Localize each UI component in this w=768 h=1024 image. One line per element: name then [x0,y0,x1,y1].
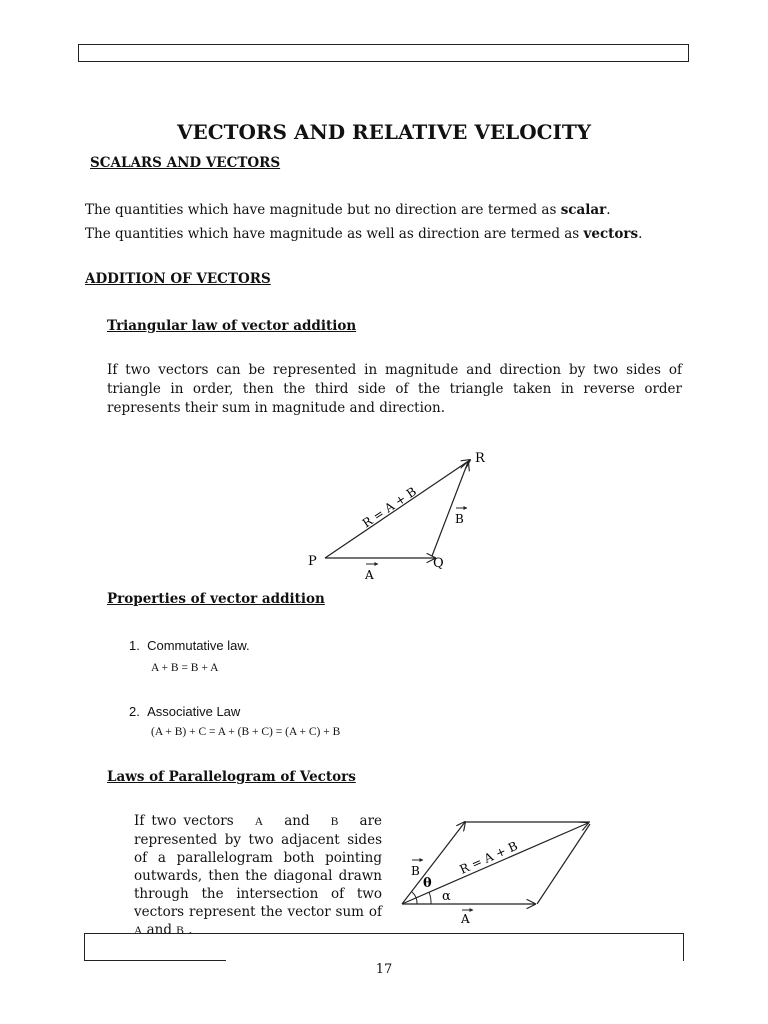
property-item-1: 1. Commutative law. [129,638,250,653]
alpha-arc [429,892,431,904]
subheading-triangular-law: Triangular law of vector addition [107,318,357,334]
vector-a-label: A [365,568,374,582]
header-box [78,44,689,62]
point-r-label: R [475,451,485,466]
property-item-2: 2. Associative Law [129,704,241,719]
resultant-equation-label: R = A + B [359,484,419,531]
parallelogram-law-text: If two vectors A and B are represented by two adjacent sides of a parallelogram both pointing outwards, then the diagonal drawn through the intersection of two vectors represent the vector sum of A and B . [134,813,383,938]
associative-formula: (A + B) + C = A + (B + C) = (A + C) + B [151,726,341,738]
alpha-label: α [442,889,451,904]
vector-b-label: B [455,512,464,526]
page-number: 17 [375,962,393,977]
vector-b-label: B [411,864,420,878]
page-title: VECTORS AND RELATIVE VELOCITY [176,120,592,144]
triangle-diagram [290,440,510,590]
triangular-law-text: If two vectors can be represented in magnitude and direction by two sides of triangle in order, then the third side of the triangle taken in reverse order represents their sum in magnitude and direction. [107,362,682,416]
commutative-formula: A + B = B + A [151,662,219,674]
point-q-label: Q [433,556,444,571]
point-p-label: P [308,554,317,569]
footer-box [84,933,684,961]
parallelogram-diagram [395,812,600,930]
section-heading-scalars: SCALARS AND VECTORS [90,155,281,171]
resultant-equation-label: R = A + B [457,838,520,877]
vector-a-label: A [461,912,470,926]
vector-b-side [432,462,468,556]
parallel-side-right [537,824,590,904]
section-heading-addition: ADDITION OF VECTORS [85,271,271,287]
vector-b-side [402,822,465,904]
subheading-parallelogram: Laws of Parallelogram of Vectors [107,769,356,785]
resultant-diagonal [402,823,588,904]
vector-definition: The quantities which have magnitude as well as direction are termed as vectors. [85,226,643,242]
subheading-properties: Properties of vector addition [107,591,325,607]
scalar-definition: The quantities which have magnitude but no direction are termed as scalar. [85,202,611,218]
footer-line [84,960,226,961]
theta-label: θ [423,876,432,891]
